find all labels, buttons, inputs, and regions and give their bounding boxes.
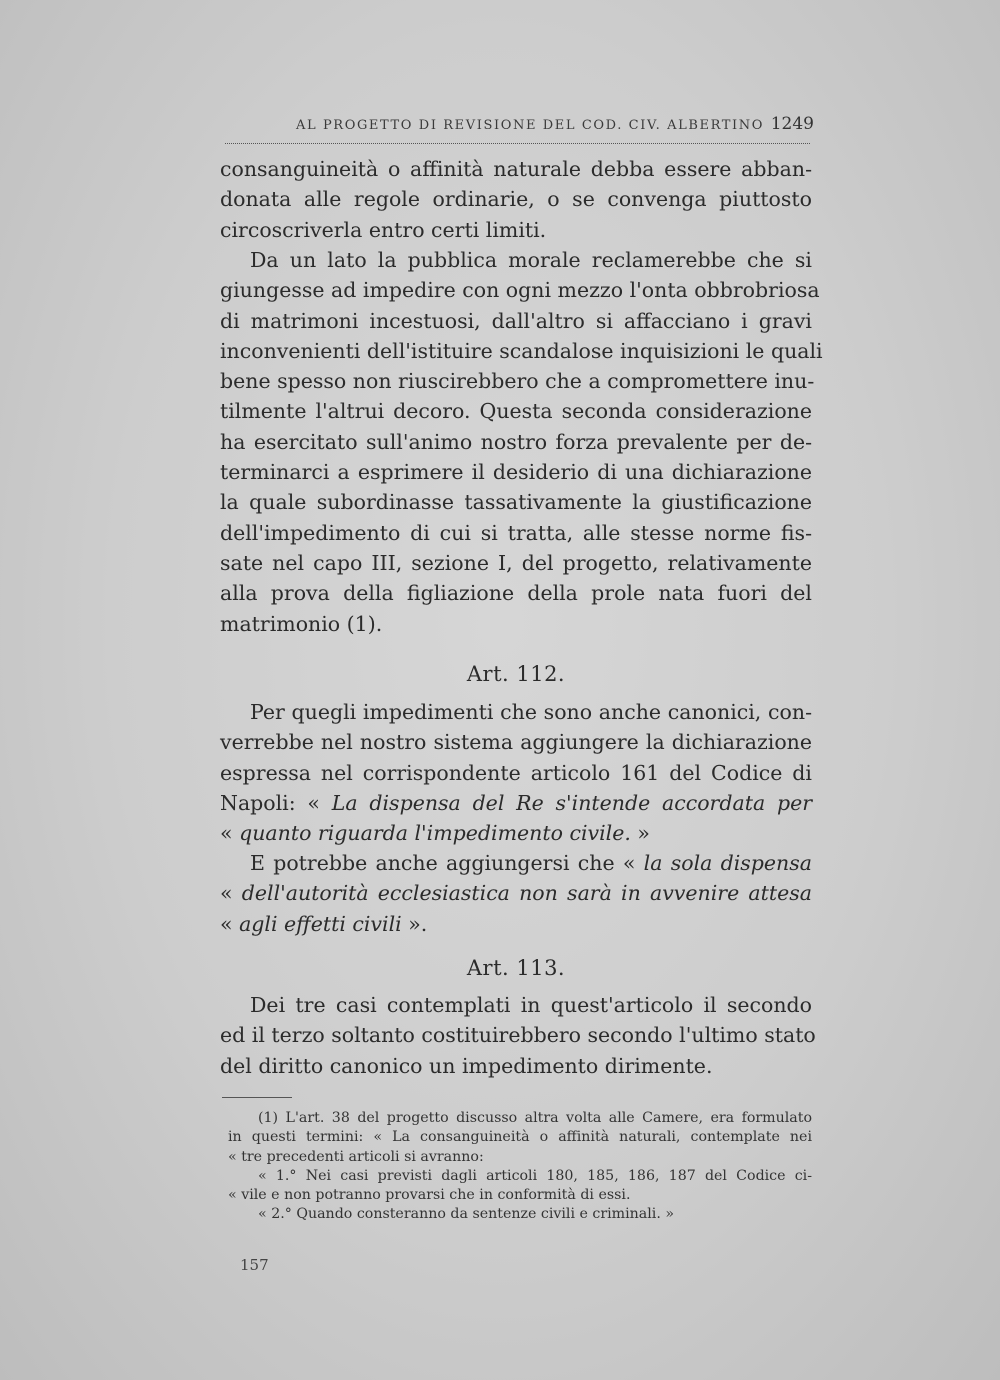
quote-mark: « xyxy=(220,911,233,936)
text-line: del diritto canonico un impedimento dirimente. xyxy=(220,1053,713,1078)
quoted-text: quanto riguarda l'impedimento civile. xyxy=(239,821,631,846)
article-113-heading: Art. 113. xyxy=(466,956,566,980)
text-line: ha esercitato sull'animo nostro forza prevalente per de- xyxy=(220,429,812,454)
printer-signature: 157 xyxy=(240,1256,269,1274)
footnote-line: in questi termini: « La consanguineità o affinità naturali, contemplate nei xyxy=(228,1129,812,1146)
text-line: bene spesso non riuscirebbero che a compromettere inu- xyxy=(220,369,815,394)
text-line: tilmente l'altrui decoro. Questa seconda considerazione xyxy=(220,399,812,424)
header-divider xyxy=(225,143,810,144)
text-line-mixed xyxy=(220,878,812,908)
article-112-paragraph-1 xyxy=(220,697,812,848)
quote-mark: » xyxy=(637,821,650,846)
text-line: alla prova della figliazione della prole nata fuori del xyxy=(220,581,812,606)
footnote-line: « 1.° Nei casi previsti dagli articoli 180, 185, 186, 187 del Codice ci- xyxy=(258,1167,812,1184)
text-line: di matrimoni incestuosi, dall'altro si affacciano i gravi xyxy=(220,308,812,333)
text-line-mixed xyxy=(220,848,812,878)
text-run: Napoli: « xyxy=(220,790,320,815)
page-header xyxy=(222,114,814,142)
article-112-heading: Art. 112. xyxy=(466,662,566,686)
page-number: 1249 xyxy=(770,114,814,134)
text-line: espressa nel corrispondente articolo 161 del Codice di xyxy=(220,760,812,785)
paragraph-continuation xyxy=(220,154,812,245)
quoted-text: la sola dispensa xyxy=(643,851,812,875)
text-line: donata alle regole ordinarie, o se convenga piuttosto xyxy=(220,187,812,212)
text-line: Per quegli impedimenti che sono anche canonici, con- xyxy=(250,700,812,724)
quoted-text: dell'autorità ecclesiastica non sarà in avvenire attesa xyxy=(241,881,812,906)
text-line: giungesse ad impedire con ogni mezzo l'onta obbrobriosa xyxy=(220,278,820,303)
quote-mark: « xyxy=(220,821,233,846)
text-line: inconvenienti dell'istituire scandalose inquisizioni le quali xyxy=(220,338,823,363)
text-line: ed il terzo soltanto costituirebbero secondo l'ultimo stato xyxy=(220,1023,816,1048)
footnote-line: « tre precedenti articoli si avranno: xyxy=(228,1148,484,1165)
text-line: terminarci a esprimere il desiderio di una dichiarazione xyxy=(220,460,812,485)
text-line: sate nel capo III, sezione I, del progetto, relativamente xyxy=(220,550,812,575)
text-line: matrimonio (1). xyxy=(220,611,383,636)
text-line: verrebbe nel nostro sistema aggiungere la dichiarazione xyxy=(220,730,812,755)
footnote-divider xyxy=(222,1097,292,1098)
paragraph-public-morality xyxy=(220,245,823,639)
footnote-line: (1) L'art. 38 del progetto discusso altra volta alle Camere, era formulato xyxy=(258,1110,812,1126)
footnote-line: « 2.° Quando consteranno da sentenze civili e criminali. » xyxy=(258,1206,675,1223)
footnotes xyxy=(228,1109,812,1225)
running-title: AL PROGETTO DI REVISIONE DEL COD. CIV. ALBERTINO xyxy=(296,118,765,133)
text-line-mixed xyxy=(220,818,812,848)
quote-mark: « xyxy=(220,881,233,906)
text-line: la quale subordinasse tassativamente la giustificazione xyxy=(220,490,812,515)
text-line-mixed xyxy=(220,788,812,818)
text-line: dell'impedimento di cui si tratta, alle stesse norme fis- xyxy=(220,520,812,545)
text-line: circoscriverla entro certi limiti. xyxy=(220,217,547,242)
text-line-mixed xyxy=(220,909,812,939)
quote-mark: ». xyxy=(408,911,428,936)
text-run: E potrebbe anche aggiungersi che « xyxy=(250,851,636,875)
text-line: Dei tre casi contemplati in quest'articolo il secondo xyxy=(250,993,812,1017)
article-112-paragraph-2 xyxy=(220,848,812,939)
article-113-paragraph xyxy=(220,990,816,1081)
text-line: consanguineità o affinità naturale debba essere abban- xyxy=(220,157,812,181)
quoted-text: La dispensa del Re s'intende accordata per xyxy=(331,790,812,815)
text-line: Da un lato la pubblica morale reclamerebbe che si xyxy=(250,248,812,272)
footnote-line: « vile e non potranno provarsi che in conformità di essi. xyxy=(228,1187,631,1204)
quoted-text: agli effetti civili xyxy=(239,911,402,936)
